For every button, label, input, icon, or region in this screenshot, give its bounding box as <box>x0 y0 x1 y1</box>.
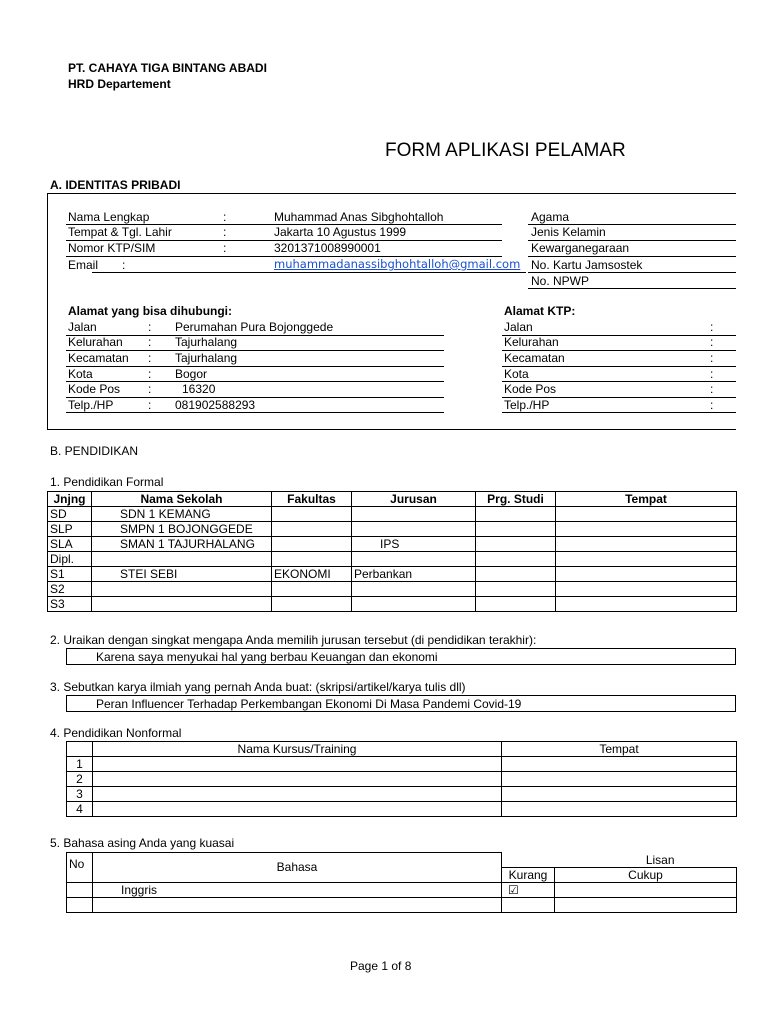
address-value[interactable]: 081902588293 <box>175 398 256 412</box>
place-cell[interactable] <box>556 597 737 612</box>
row-number <box>67 897 93 912</box>
kurang-checkbox[interactable] <box>502 897 555 912</box>
address-value[interactable]: 16320 <box>182 382 216 396</box>
address-label: Telp./HP <box>68 398 114 412</box>
level-cell: S2 <box>48 582 92 597</box>
school-cell[interactable] <box>92 552 272 567</box>
contact-address-title: Alamat yang bisa dihubungi: <box>68 304 233 318</box>
field-underline <box>502 366 736 367</box>
cukup-header: Cukup <box>555 867 737 882</box>
table-row <box>48 552 737 567</box>
place-cell[interactable] <box>502 787 737 802</box>
course-cell[interactable] <box>93 787 502 802</box>
column-header: Prg. Studi <box>476 492 556 507</box>
field-underline <box>66 412 444 413</box>
address-value[interactable]: Bogor <box>175 367 208 381</box>
program-cell[interactable] <box>476 597 556 612</box>
form-title: FORM APLIKASI PELAMAR <box>385 140 626 161</box>
table-row <box>67 897 737 912</box>
table-row <box>48 522 737 537</box>
address-value[interactable]: Tajurhalang <box>175 351 238 365</box>
address-label: Kode Pos <box>68 382 121 396</box>
question-2-answer: Karena saya menyukai hal yang berbau Keuangan dan ekonomi <box>96 650 438 664</box>
ktp-colon: : <box>710 351 714 365</box>
table-row <box>67 772 737 787</box>
address-colon: : <box>148 398 152 412</box>
faculty-cell[interactable] <box>272 537 352 552</box>
bahasa-header: Bahasa <box>93 853 502 883</box>
faculty-cell[interactable] <box>272 552 352 567</box>
faculty-cell[interactable] <box>272 582 352 597</box>
place-cell[interactable] <box>502 772 737 787</box>
school-cell[interactable]: STEI SEBI <box>92 567 272 582</box>
program-cell[interactable] <box>476 552 556 567</box>
ktp-label: Kelurahan <box>504 335 559 349</box>
major-cell[interactable] <box>352 552 476 567</box>
place-cell[interactable] <box>556 507 737 522</box>
field-underline <box>528 256 736 257</box>
kewarganegaraan-label: Kewarganegaraan <box>531 241 630 255</box>
table-row <box>67 787 737 802</box>
ktp-label: Telp./HP <box>504 398 550 412</box>
course-cell[interactable] <box>93 757 502 772</box>
field-underline <box>92 272 526 273</box>
major-cell[interactable] <box>352 522 476 537</box>
formal-education-table <box>47 491 737 612</box>
address-label: Jalan <box>68 320 97 334</box>
program-cell[interactable] <box>476 522 556 537</box>
personal-label: Nama Lengkap <box>68 210 150 224</box>
ktp-label: Kode Pos <box>504 382 557 396</box>
company-name: PT. CAHAYA TIGA BINTANG ABADI <box>68 61 267 75</box>
ktp-label: Kota <box>504 367 529 381</box>
jenis-kelamin-label: Jenis Kelamin <box>531 225 606 239</box>
section-a-top-border <box>47 193 736 194</box>
row-number: 4 <box>67 802 93 817</box>
school-cell[interactable]: SMPN 1 BOJONGGEDE <box>92 522 272 537</box>
column-header: Jnjng <box>48 492 92 507</box>
table-row <box>48 582 737 597</box>
page-number: Page 1 of 8 <box>350 959 412 973</box>
section-a-left-border <box>47 193 48 429</box>
place-cell[interactable] <box>502 757 737 772</box>
place-cell[interactable] <box>502 802 737 817</box>
personal-label: Nomor KTP/SIM <box>68 241 156 255</box>
address-value[interactable]: Tajurhalang <box>175 335 238 349</box>
address-label: Kelurahan <box>68 335 123 349</box>
row-number: 1 <box>67 757 93 772</box>
major-cell[interactable]: IPS <box>352 537 476 552</box>
level-cell: SLP <box>48 522 92 537</box>
ktp-colon: : <box>710 398 714 412</box>
personal-value[interactable]: Muhammad Anas Sibghohtalloh <box>274 210 444 224</box>
level-cell: S1 <box>48 567 92 582</box>
question-2-label: 2. Uraikan dengan singkat mengapa Anda memilih jurusan tersebut (di pendidikan terakhir): <box>50 633 537 647</box>
table-row <box>48 537 737 552</box>
ktp-colon: : <box>710 382 714 396</box>
address-colon: : <box>148 382 152 396</box>
course-cell[interactable] <box>93 802 502 817</box>
row-number: 3 <box>67 787 93 802</box>
place-cell[interactable] <box>556 522 737 537</box>
school-cell[interactable]: SDN 1 KEMANG <box>92 507 272 522</box>
program-cell[interactable] <box>476 537 556 552</box>
table-row <box>48 567 737 582</box>
faculty-cell[interactable] <box>272 522 352 537</box>
ktp-colon: : <box>710 335 714 349</box>
major-cell[interactable] <box>352 582 476 597</box>
column-header: Fakultas <box>272 492 352 507</box>
address-colon: : <box>148 367 152 381</box>
school-cell[interactable] <box>92 597 272 612</box>
field-underline <box>66 366 444 367</box>
cukup-checkbox[interactable] <box>555 897 737 912</box>
section-a-bottom-border <box>47 429 736 430</box>
place-cell[interactable] <box>556 567 737 582</box>
agama-label: Agama <box>531 210 570 224</box>
field-underline <box>502 412 736 413</box>
address-label: Kecamatan <box>68 351 129 365</box>
personal-value[interactable]: 3201371008990001 <box>274 241 381 255</box>
ktp-label: Kecamatan <box>504 351 565 365</box>
school-cell[interactable] <box>92 582 272 597</box>
address-value[interactable]: Perumahan Pura Bojonggede <box>175 320 334 334</box>
table-header-row <box>67 742 737 757</box>
section-b-title: B. PENDIDIKAN <box>50 444 139 458</box>
ktp-colon: : <box>710 320 714 334</box>
table-header-row <box>48 492 737 507</box>
kurang-checkbox[interactable] <box>502 882 555 897</box>
major-cell[interactable] <box>352 597 476 612</box>
nonformal-education-title: 4. Pendidikan Nonformal <box>50 726 182 740</box>
level-cell: SLA <box>48 537 92 552</box>
languages-table <box>66 852 737 913</box>
field-underline <box>66 381 444 382</box>
level-cell: Dipl. <box>48 552 92 567</box>
question-3-answer-box[interactable] <box>66 695 736 712</box>
column-header: Jurusan <box>352 492 476 507</box>
major-cell[interactable]: Perbankan <box>352 567 476 582</box>
checked-box-icon: ☑ <box>508 882 519 897</box>
column-header: Tempat <box>502 742 737 757</box>
personal-label: Tempat & Tgl. Lahir <box>68 225 172 239</box>
field-underline <box>528 272 736 273</box>
email-link[interactable]: muhammadanassibghohtalloh@gmail.com <box>274 257 521 271</box>
faculty-cell[interactable] <box>272 507 352 522</box>
table-header-row <box>67 853 737 868</box>
ktp-label: Jalan <box>504 320 533 334</box>
program-cell[interactable] <box>476 582 556 597</box>
major-cell[interactable] <box>352 507 476 522</box>
cukup-checkbox[interactable] <box>555 882 737 897</box>
table-row <box>48 507 737 522</box>
nonformal-education-table <box>66 741 737 817</box>
personal-value[interactable]: Jakarta 10 Agustus 1999 <box>274 225 407 239</box>
personal-colon: : <box>223 241 227 255</box>
faculty-cell[interactable]: EKONOMI <box>272 567 352 582</box>
number-header <box>67 742 93 757</box>
column-header: Nama Sekolah <box>92 492 272 507</box>
question-3-answer: Peran Influencer Terhadap Perkembangan Ekonomi Di Masa Pandemi Covid-19 <box>96 697 522 711</box>
address-colon: : <box>148 335 152 349</box>
level-cell: S3 <box>48 597 92 612</box>
course-cell[interactable] <box>93 772 502 787</box>
row-number <box>67 882 93 897</box>
ktp-colon: : <box>710 367 714 381</box>
npwp-label: No. NPWP <box>531 274 590 288</box>
personal-colon: : <box>223 210 227 224</box>
formal-education-title: 1. Pendidikan Formal <box>50 475 164 489</box>
row-number: 2 <box>67 772 93 787</box>
place-cell[interactable] <box>556 537 737 552</box>
table-row <box>67 757 737 772</box>
personal-label: Email <box>68 258 99 272</box>
personal-colon: : <box>122 258 126 272</box>
place-cell[interactable] <box>556 552 737 567</box>
question-2-answer-box[interactable] <box>66 648 736 665</box>
section-a-title: A. IDENTITAS PRIBADI <box>50 178 181 192</box>
address-colon: : <box>148 320 152 334</box>
table-row <box>67 882 737 897</box>
language-cell[interactable] <box>93 897 502 912</box>
question-3-label: 3. Sebutkan karya ilmiah yang pernah Anda buat: (skripsi/artikel/karya tulis dll) <box>50 680 466 694</box>
address-colon: : <box>148 351 152 365</box>
program-cell[interactable] <box>476 567 556 582</box>
column-header: Nama Kursus/Training <box>93 742 502 757</box>
department-name: HRD Departement <box>68 77 171 91</box>
level-cell: SD <box>48 507 92 522</box>
place-cell[interactable] <box>556 582 737 597</box>
personal-colon: : <box>223 225 227 239</box>
table-row <box>48 597 737 612</box>
no-header: No <box>67 853 93 883</box>
languages-title: 5. Bahasa asing Anda yang kuasai <box>50 836 235 850</box>
kurang-header: Kurang <box>502 867 555 882</box>
table-row <box>67 802 737 817</box>
lisan-header: Lisan <box>502 853 737 868</box>
language-cell[interactable]: Inggris <box>93 882 502 897</box>
field-underline <box>528 288 736 289</box>
ktp-address-title: Alamat KTP: <box>504 304 576 318</box>
jamsostek-label: No. Kartu Jamsostek <box>531 258 643 272</box>
school-cell[interactable]: SMAN 1 TAJURHALANG <box>92 537 272 552</box>
program-cell[interactable] <box>476 507 556 522</box>
faculty-cell[interactable] <box>272 597 352 612</box>
column-header: Tempat <box>556 492 737 507</box>
address-label: Kota <box>68 367 93 381</box>
